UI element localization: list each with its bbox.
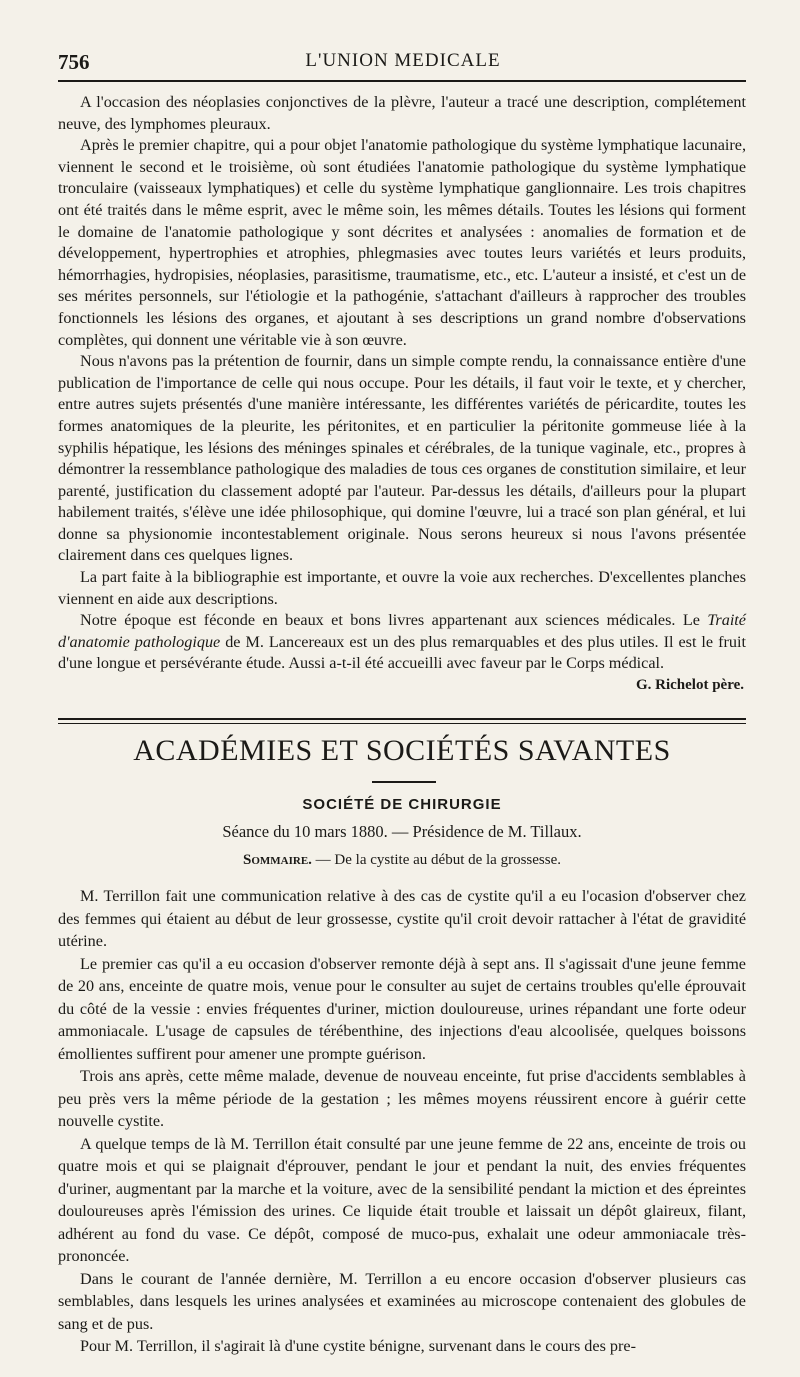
review-paragraph-last — [58, 610, 746, 675]
minutes-paragraph: A quelque temps de là M. Terrillon était consulté par une jeune femme de 22 ans, enceinte de trois ou quatre mois et qui se plaignait d'éprouver, pendant le jour et pendant la nuit, des envies fréquentes d'uriner, augmentant par la marche et la voiture, avec de la sensibilité pendant la miction et des épreintes douloureuses après l'émission des urines. Ce liquide était trouble et laissait un dépôt glaireux, filant, adhérent au fond du vase. Ce dépôt, composé de muco-pus, exhalait une odeur ammoniacale très-prononcée. — [58, 1134, 746, 1265]
minutes-paragraph: Dans le courant de l'année dernière, M. Terrillon a eu encore occasion d'observer plusieurs cas semblables, dans lesquels les urines analysées et examinées au microscope contenaient des globules de sang et de pus. — [58, 1269, 746, 1333]
review-text-before-title: Notre époque est féconde en beaux et bons livres appartenant aux sciences médicales. Le — [80, 611, 708, 630]
minutes-paragraph: M. Terrillon fait une communication relative à des cas de cystite qu'il a eu l'ocasion d'observer chez des femmes qui étaient au début de leur grossesse, cystite qu'il croit devoir rattacher à l'état de gravidité utérine. — [58, 887, 746, 950]
seance-line: Séance du 10 mars 1880. — Présidence de M. Tillaux. — [222, 822, 582, 841]
review-paragraph: La part faite à la bibliographie est importante, et ouvre la voie aux recherches. D'excellentes planches viennent en aide aux descriptions. — [58, 568, 746, 608]
page-number: 756 — [58, 50, 90, 74]
summary-text: — De la cystite au début de la grossesse. — [311, 852, 562, 868]
section-divider — [58, 718, 746, 724]
summary-label: Sommaire. — [242, 852, 312, 868]
review-signature: G. Richelot père. — [635, 677, 744, 694]
section-title: ACADÉMIES ET SOCIÉTÉS SAVANTES — [133, 734, 671, 767]
header-rule — [58, 80, 746, 82]
session-minutes — [58, 885, 746, 1358]
summary-line — [58, 852, 746, 869]
minutes-paragraph: Trois ans après, cette même malade, devenue de nouveau enceinte, fut prise d'accidents semblables à peu près vers la même période de la gestation ; les mêmes moyens réussirent encore à guérir cette nouvelle cystite. — [58, 1067, 746, 1130]
review-paragraph: Nous n'avons pas la prétention de fournir, dans un simple compte rendu, la connaissance entière d'une publication de l'importance de celle qui nous occupe. Pour les détails, il faut voir le texte, et y chercher, entre autres sujets présentés d'une manière intéressante, les différentes variétés de péricardite, toutes les formes anatomiques de la pleurite, les péritonites, et en particulier la péritonite gommeuse liée à la syphilis hépatique, les lésions des méninges spinales et cérébrales, de la tunique vaginale, etc., propres à démontrer la ressemblance pathologique des maladies de tous ces organes de constitution similaire, et leur parenté, justification du classement adopté par l'auteur. Par-dessus les détails, d'ailleurs pour la plupart habilement traités, s'élève une idée philosophique, qui domine l'œuvre, lui a tracé son plan général, et lui donne sa physionomie incontestablement originale. Nous serons heureux si nous l'avons présentée clairement dans ces quelques lignes. — [58, 352, 746, 565]
review-paragraph: A l'occasion des néoplasies conjonctives de la plèvre, l'auteur a tracé une description, complétement neuve, des lymphomes pleuraux. — [58, 93, 746, 133]
book-review — [58, 92, 746, 697]
journal-title: L'UNION MEDICALE — [305, 50, 501, 71]
title-underline — [372, 781, 436, 783]
society-name: SOCIÉTÉ DE CHIRURGIE — [302, 796, 502, 813]
review-text-after-title: de M. Lancereaux est un des plus remarquables et des plus utiles. Il est le fruit d'une longue et persévérante étude. Aussi a-t-il été accueilli avec faveur par le Corps médical. — [58, 632, 746, 673]
minutes-paragraph: Le premier cas qu'il a eu occasion d'observer remonte déjà à sept ans. Il s'agissait d'une jeune femme de 20 ans, enceinte de quatre mois, venue pour le consulter au sujet de certains troubles qu'elle éprouvait du côté de la vessie : envies fréquentes d'uriner, miction douloureuse, urines répandant une forte odeur ammoniacale. L'usage de capsules de térébenthine, des injections d'eau alcoolisée, quelques boissons émollientes suffirent pour amener une prompte guérison. — [58, 954, 746, 1063]
running-head — [58, 50, 748, 78]
book-title: Traité d'anatomie pathologique — [58, 611, 746, 651]
minutes-paragraph: Pour M. Terrillon, il s'agirait là d'une cystite bénigne, survenant dans le cours des pre- — [80, 1337, 636, 1355]
review-paragraph: Après le premier chapitre, qui a pour objet l'anatomie pathologique du système lymphatique lacunaire, viennent le second et le troisième, où sont étudiées l'anatomie pathologique du système lymphatique tronculaire (vaisseaux lymphatiques) et celle du système lymphatique ganglionnaire. Les trois chapitres ont été traités dans le même esprit, avec le même soin, les mêmes détails. Toutes les lésions qui forment le domaine de l'anatomie pathologique y sont décrites et analysées : anomalies de formation et de développement, hypertrophies et atrophies, phlegmasies avec toutes leurs variétés et leurs produits, hémorrhagies, hydropisies, néoplasies, parasitisme, traumatisme, etc., etc. L'auteur a insisté, et c'est un de ses mérites personnels, sur l'étiologie et la pathogénie, s'attachant d'ailleurs à rapprocher des troubles fonctionnels les lésions des organes, et ajoutant à ses descriptions un grand nombre d'observations complètes, qui donnent une véritable vie à son œuvre. — [58, 136, 746, 349]
